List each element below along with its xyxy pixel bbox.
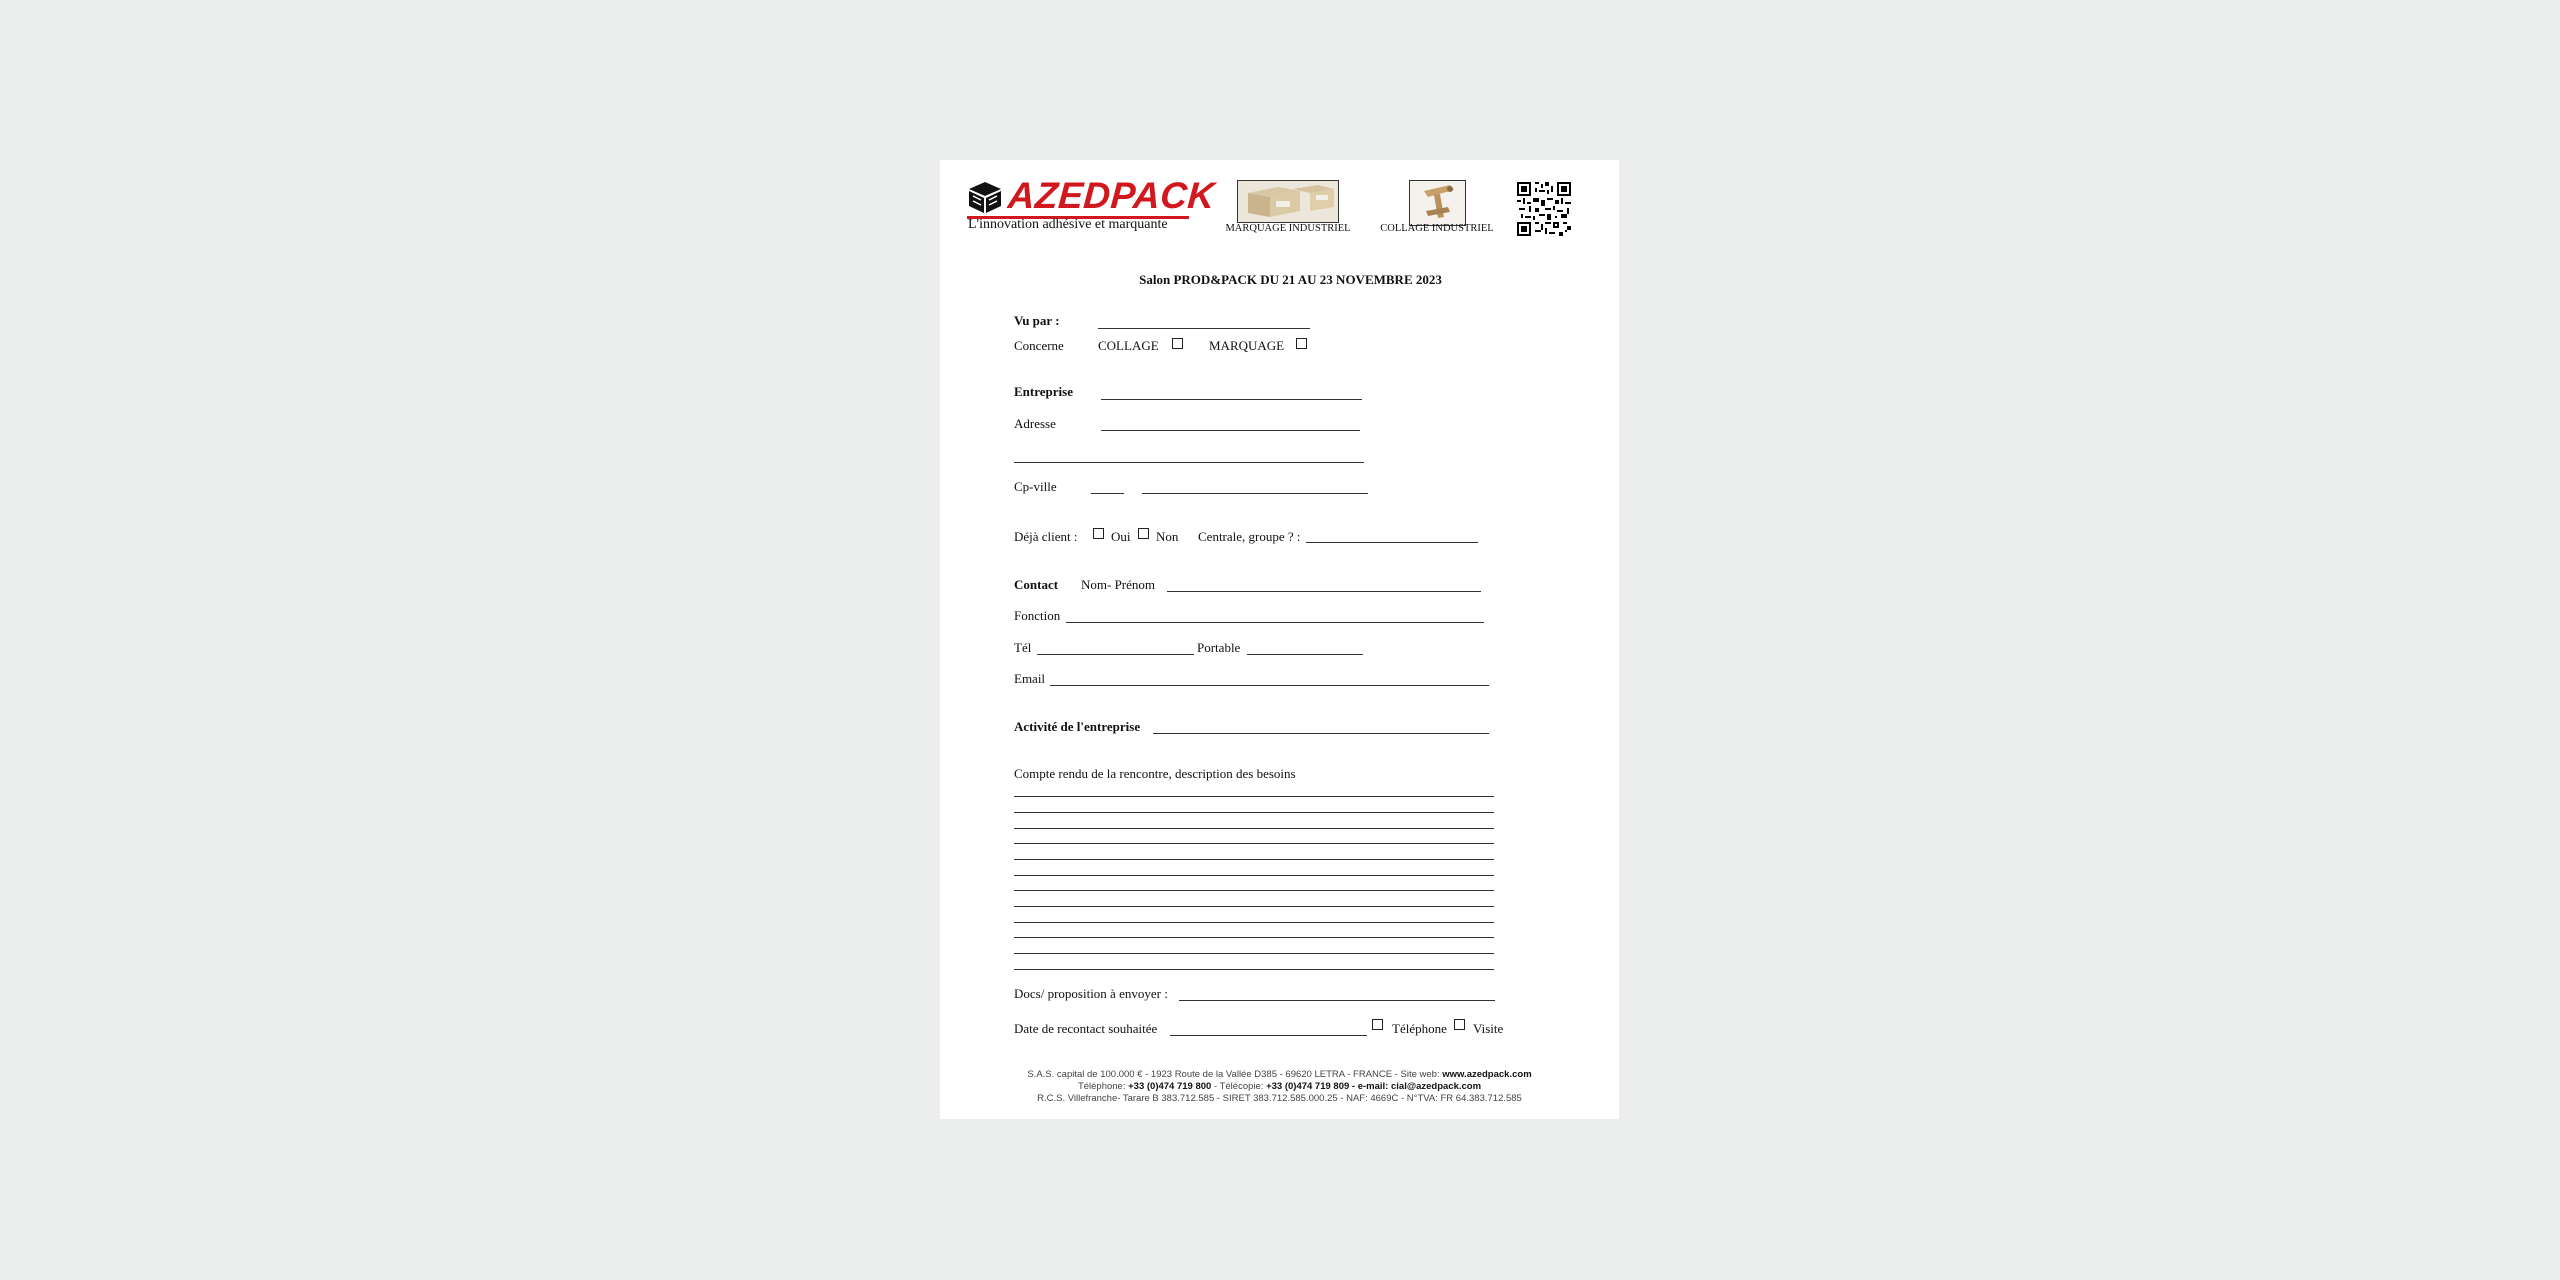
label-email: Email xyxy=(1014,671,1046,686)
label-date-recontact: Date de recontact souhaitée xyxy=(1014,1021,1158,1036)
writing-line[interactable] xyxy=(1014,843,1494,844)
label-docs: Docs/ proposition à envoyer : xyxy=(1014,986,1168,1001)
label-deja-client: Déjà client : xyxy=(1014,529,1078,544)
writing-line[interactable] xyxy=(1014,875,1494,876)
label-centrale: Centrale, groupe ? : xyxy=(1198,529,1301,544)
footer-tel-label: Téléphone: xyxy=(1077,1081,1129,1092)
label-visite: Visite xyxy=(1473,1021,1504,1036)
field-portable[interactable] xyxy=(1247,654,1363,655)
checkbox-visite[interactable] xyxy=(1454,1019,1465,1030)
label-cp-ville: Cp-ville xyxy=(1014,479,1057,494)
writing-line[interactable] xyxy=(1014,969,1494,970)
field-entreprise[interactable] xyxy=(1101,399,1362,400)
qr-code-icon xyxy=(1517,182,1571,236)
footer-tel: +33 (0)474 719 800 xyxy=(1128,1081,1212,1092)
field-adresse-2[interactable] xyxy=(1014,462,1364,463)
form-title: Salon PROD&PACK DU 21 AU 23 NOVEMBRE 2023 xyxy=(1139,272,1442,287)
logo-tagline: L'innovation adhésive et marquante xyxy=(968,217,1168,232)
document-page xyxy=(940,160,1619,1119)
footer-fax: +33 (0)474 719 809 xyxy=(1266,1081,1350,1092)
footer-company-info: S.A.S. capital de 100.000 € - 1923 Route de la Vallée D385 - 69620 LETRA - FRANCE - Site web: xyxy=(1027,1069,1443,1080)
field-tel[interactable] xyxy=(1037,654,1194,655)
checkbox-oui[interactable] xyxy=(1093,528,1104,539)
label-concerne: Concerne xyxy=(1014,338,1064,353)
label-tel: Tél xyxy=(1014,640,1032,655)
marquage-image xyxy=(1237,180,1339,223)
checkbox-marquage[interactable] xyxy=(1296,338,1307,349)
field-ville[interactable] xyxy=(1142,493,1368,494)
label-marquage: MARQUAGE xyxy=(1209,338,1285,353)
writing-line[interactable] xyxy=(1014,828,1494,829)
footer-rcs: R.C.S. Villefranche- Tarare B 383.712.585 - SIRET 383.712.585.000.25 - NAF: 4669C - N°TVA: FR 64.383.712.585 xyxy=(1037,1093,1522,1104)
writing-line[interactable] xyxy=(1014,922,1494,923)
label-adresse: Adresse xyxy=(1014,416,1056,431)
footer-fax-label: - Télécopie: xyxy=(1211,1081,1267,1092)
footer-website[interactable]: www.azedpack.com xyxy=(1442,1069,1532,1080)
field-email[interactable] xyxy=(1050,685,1489,686)
field-cp[interactable] xyxy=(1091,493,1124,494)
boxes-image-icon xyxy=(1238,181,1338,222)
label-vu-par: Vu par : xyxy=(1014,313,1060,328)
footer-line-3 xyxy=(940,1093,1619,1104)
field-docs[interactable] xyxy=(1179,1000,1495,1001)
field-date-recontact[interactable] xyxy=(1170,1035,1367,1036)
field-nom-prenom[interactable] xyxy=(1167,591,1481,592)
footer-mail-label: - e-mail: xyxy=(1349,1081,1391,1092)
label-oui: Oui xyxy=(1111,529,1131,544)
checkbox-non[interactable] xyxy=(1138,528,1149,539)
writing-line[interactable] xyxy=(1014,953,1494,954)
footer-line-1 xyxy=(940,1069,1619,1080)
label-contact: Contact xyxy=(1014,577,1059,592)
writing-line[interactable] xyxy=(1014,906,1494,907)
label-fonction: Fonction xyxy=(1014,608,1061,623)
field-activite[interactable] xyxy=(1153,733,1489,734)
field-centrale[interactable] xyxy=(1306,542,1478,543)
label-compte-rendu: Compte rendu de la rencontre, description des besoins xyxy=(1014,766,1296,781)
writing-line[interactable] xyxy=(1014,796,1494,797)
label-nom-prenom: Nom- Prénom xyxy=(1081,577,1156,592)
writing-line[interactable] xyxy=(1014,812,1494,813)
caption-collage: COLLAGE INDUSTRIEL xyxy=(1380,223,1494,234)
label-portable: Portable xyxy=(1197,640,1241,655)
writing-line[interactable] xyxy=(1014,859,1494,860)
caption-marquage: MARQUAGE INDUSTRIEL xyxy=(1225,223,1351,234)
field-adresse[interactable] xyxy=(1101,430,1360,431)
checkbox-collage[interactable] xyxy=(1172,338,1183,349)
writing-line[interactable] xyxy=(1014,890,1494,891)
field-fonction[interactable] xyxy=(1066,622,1484,623)
field-vu-par[interactable] xyxy=(1098,328,1310,329)
label-non: Non xyxy=(1156,529,1179,544)
box-logo-icon xyxy=(967,180,1003,214)
collage-image xyxy=(1409,180,1466,226)
label-telephone: Téléphone xyxy=(1392,1021,1447,1036)
writing-line[interactable] xyxy=(1014,937,1494,938)
footer-mail[interactable]: cial@azedpack.com xyxy=(1390,1081,1482,1092)
label-collage: COLLAGE xyxy=(1098,338,1159,353)
glue-gun-image-icon xyxy=(1410,181,1465,225)
label-activite: Activité de l'entreprise xyxy=(1014,719,1141,734)
label-entreprise: Entreprise xyxy=(1014,384,1073,399)
logo-wordmark: AZEDPACK xyxy=(1006,175,1217,216)
footer-line-2 xyxy=(940,1081,1619,1092)
checkbox-telephone[interactable] xyxy=(1372,1019,1383,1030)
